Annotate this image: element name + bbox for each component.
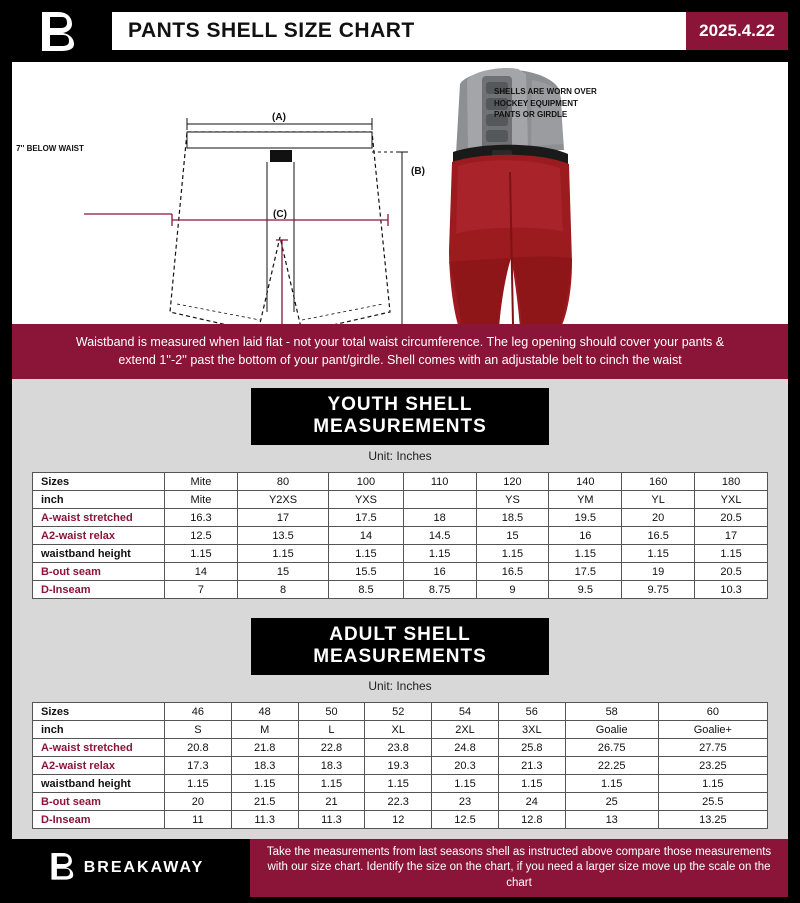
cell: Mite — [165, 491, 238, 509]
cell: 48 — [231, 703, 298, 721]
cell: Mite — [165, 473, 238, 491]
cell: XL — [365, 721, 432, 739]
cell: 19 — [622, 563, 695, 581]
row-label: inch — [33, 721, 165, 739]
cell: 9.75 — [622, 581, 695, 599]
cell: 25 — [565, 793, 658, 811]
cell: 15.5 — [329, 563, 403, 581]
cell: 12 — [365, 811, 432, 829]
page-title: PANTS SHELL SIZE CHART — [128, 19, 415, 42]
cell: Y2XS — [237, 491, 328, 509]
cell: 17.5 — [549, 563, 622, 581]
table-row — [33, 581, 768, 599]
cell: 2XL — [432, 721, 499, 739]
row-label: inch — [33, 491, 165, 509]
cell: 20 — [165, 793, 232, 811]
page-header — [0, 0, 800, 62]
measurement-instructions: Waistband is measured when laid flat - not your total waist circumference. The leg opening should cover your pants & extend 1''-2'' past the bottom of your pant/girdle. Shell comes with an adjustable belt to cinch the waist — [0, 324, 800, 379]
cell: 19.3 — [365, 757, 432, 775]
cell: 11.3 — [298, 811, 365, 829]
row-label: A-waist stretched — [33, 509, 165, 527]
cell: 21.3 — [498, 757, 565, 775]
footer-instructions: Take the measurements from last seasons shell as instructed above compare those measurements with our size chart. Identify the size on the chart, if you need a larger size move up the scale on the chart — [250, 839, 788, 897]
cell: 23.8 — [365, 739, 432, 757]
cell: 1.15 — [565, 775, 658, 793]
row-label: B-out seam — [33, 793, 165, 811]
table-row — [33, 509, 768, 527]
cell: 180 — [695, 473, 768, 491]
cell: S — [165, 721, 232, 739]
cell: 16.5 — [476, 563, 549, 581]
cell: 8.75 — [403, 581, 476, 599]
diagram-right-note: SHELLS ARE WORN OVER HOCKEY EQUIPMENT PANTS OR GIRDLE — [494, 87, 597, 120]
row-label: A2-waist relax — [33, 757, 165, 775]
adult-section-title: ADULT SHELL MEASUREMENTS — [251, 618, 549, 675]
table-row — [33, 491, 768, 509]
svg-text:(B): (B) — [411, 166, 425, 177]
date-badge: 2025.4.22 — [686, 12, 788, 50]
cell: 11.3 — [231, 811, 298, 829]
row-label: waistband height — [33, 545, 165, 563]
cell: 110 — [403, 473, 476, 491]
cell: 1.15 — [549, 545, 622, 563]
cell: 20 — [622, 509, 695, 527]
cell: 10.3 — [695, 581, 768, 599]
cell: 60 — [658, 703, 767, 721]
svg-text:(C): (C) — [273, 209, 287, 220]
cell: 20.3 — [432, 757, 499, 775]
cell: 12.5 — [165, 527, 238, 545]
cell: 1.15 — [476, 545, 549, 563]
cell: 21.5 — [231, 793, 298, 811]
cell: 100 — [329, 473, 403, 491]
cell: 18.5 — [476, 509, 549, 527]
cell: 1.15 — [365, 775, 432, 793]
cell: 22.8 — [298, 739, 365, 757]
cell: YS — [476, 491, 549, 509]
cell: 8 — [237, 581, 328, 599]
cell: 1.15 — [329, 545, 403, 563]
cell: 8.5 — [329, 581, 403, 599]
youth-section-header — [0, 379, 800, 472]
cell: YXS — [329, 491, 403, 509]
table-row — [33, 721, 768, 739]
cell: 18 — [403, 509, 476, 527]
adult-size-table — [32, 702, 768, 829]
cell: 24 — [498, 793, 565, 811]
table-row — [33, 793, 768, 811]
cell: 23 — [432, 793, 499, 811]
cell: 11 — [165, 811, 232, 829]
table-row — [33, 811, 768, 829]
cell: 22.25 — [565, 757, 658, 775]
adult-section-header — [0, 609, 800, 702]
bottom-bar — [0, 897, 800, 903]
breakaway-b-logo-icon — [46, 851, 76, 886]
breakaway-b-logo-icon — [34, 10, 78, 52]
cell: 16 — [549, 527, 622, 545]
cell: 54 — [432, 703, 499, 721]
header-logo — [0, 0, 112, 62]
table-row — [33, 563, 768, 581]
cell: 1.15 — [165, 545, 238, 563]
title-box — [112, 12, 686, 50]
cell: 25.8 — [498, 739, 565, 757]
table-row — [33, 545, 768, 563]
table-row — [33, 739, 768, 757]
cell: 52 — [365, 703, 432, 721]
cell: 14 — [165, 563, 238, 581]
row-label: Sizes — [33, 703, 165, 721]
youth-size-table — [32, 472, 768, 599]
cell: 3XL — [498, 721, 565, 739]
cell: 25.5 — [658, 793, 767, 811]
cell: 9.5 — [549, 581, 622, 599]
cell: 20.5 — [695, 563, 768, 581]
cell: 50 — [298, 703, 365, 721]
cell: YM — [549, 491, 622, 509]
cell — [403, 491, 476, 509]
cell: 1.15 — [622, 545, 695, 563]
cell: YL — [622, 491, 695, 509]
cell: 15 — [237, 563, 328, 581]
youth-section-title: YOUTH SHELL MEASUREMENTS — [251, 388, 549, 445]
table-row — [33, 703, 768, 721]
cell: 20.8 — [165, 739, 232, 757]
cell: 160 — [622, 473, 695, 491]
cell: 17.5 — [329, 509, 403, 527]
footer-brand-name: BREAKAWAY — [83, 859, 205, 877]
cell: 1.15 — [695, 545, 768, 563]
row-label: A2-waist relax — [33, 527, 165, 545]
cell: 1.15 — [403, 545, 476, 563]
cell: 80 — [237, 473, 328, 491]
cell: Goalie — [565, 721, 658, 739]
svg-text:(A): (A) — [272, 112, 286, 123]
adult-unit-label: Unit: Inches — [368, 679, 432, 694]
cell: 14 — [329, 527, 403, 545]
cell: 1.15 — [237, 545, 328, 563]
cell: 17 — [237, 509, 328, 527]
cell: 21 — [298, 793, 365, 811]
cell: 22.3 — [365, 793, 432, 811]
cell: 23.25 — [658, 757, 767, 775]
youth-table-wrap — [0, 472, 800, 609]
row-label: D-Inseam — [33, 581, 165, 599]
row-label: Sizes — [33, 473, 165, 491]
cell: 1.15 — [165, 775, 232, 793]
cell: 17.3 — [165, 757, 232, 775]
page-footer — [0, 839, 800, 897]
cell: 140 — [549, 473, 622, 491]
table-row — [33, 527, 768, 545]
cell: 17 — [695, 527, 768, 545]
table-row — [33, 757, 768, 775]
cell: 15 — [476, 527, 549, 545]
cell: 18.3 — [231, 757, 298, 775]
cell: 9 — [476, 581, 549, 599]
footer-brand — [0, 839, 250, 897]
shell-diagram — [12, 62, 788, 324]
adult-table-wrap — [0, 702, 800, 839]
row-label: B-out seam — [33, 563, 165, 581]
table-row — [33, 775, 768, 793]
cell: 16 — [403, 563, 476, 581]
row-label: A-waist stretched — [33, 739, 165, 757]
cell: 18.3 — [298, 757, 365, 775]
cell: 7 — [165, 581, 238, 599]
cell: 12.8 — [498, 811, 565, 829]
cell: 14.5 — [403, 527, 476, 545]
cell: M — [231, 721, 298, 739]
cell: 20.5 — [695, 509, 768, 527]
row-label: D-Inseam — [33, 811, 165, 829]
cell: Goalie+ — [658, 721, 767, 739]
cell: 13.5 — [237, 527, 328, 545]
cell: 16.5 — [622, 527, 695, 545]
row-label: waistband height — [33, 775, 165, 793]
cell: L — [298, 721, 365, 739]
diagram-section — [0, 62, 800, 324]
cell: 26.75 — [565, 739, 658, 757]
cell: 46 — [165, 703, 232, 721]
cell: 58 — [565, 703, 658, 721]
diagram-left-note: 7'' BELOW WAIST — [16, 144, 84, 153]
cell: 1.15 — [432, 775, 499, 793]
cell: 56 — [498, 703, 565, 721]
cell: 16.3 — [165, 509, 238, 527]
cell: 24.8 — [432, 739, 499, 757]
youth-unit-label: Unit: Inches — [368, 449, 432, 464]
cell: 1.15 — [498, 775, 565, 793]
cell: 1.15 — [298, 775, 365, 793]
cell: 1.15 — [231, 775, 298, 793]
cell: 13.25 — [658, 811, 767, 829]
cell: YXL — [695, 491, 768, 509]
cell: 19.5 — [549, 509, 622, 527]
cell: 120 — [476, 473, 549, 491]
cell: 12.5 — [432, 811, 499, 829]
cell: 27.75 — [658, 739, 767, 757]
table-row — [33, 473, 768, 491]
cell: 13 — [565, 811, 658, 829]
cell: 21.8 — [231, 739, 298, 757]
cell: 1.15 — [658, 775, 767, 793]
